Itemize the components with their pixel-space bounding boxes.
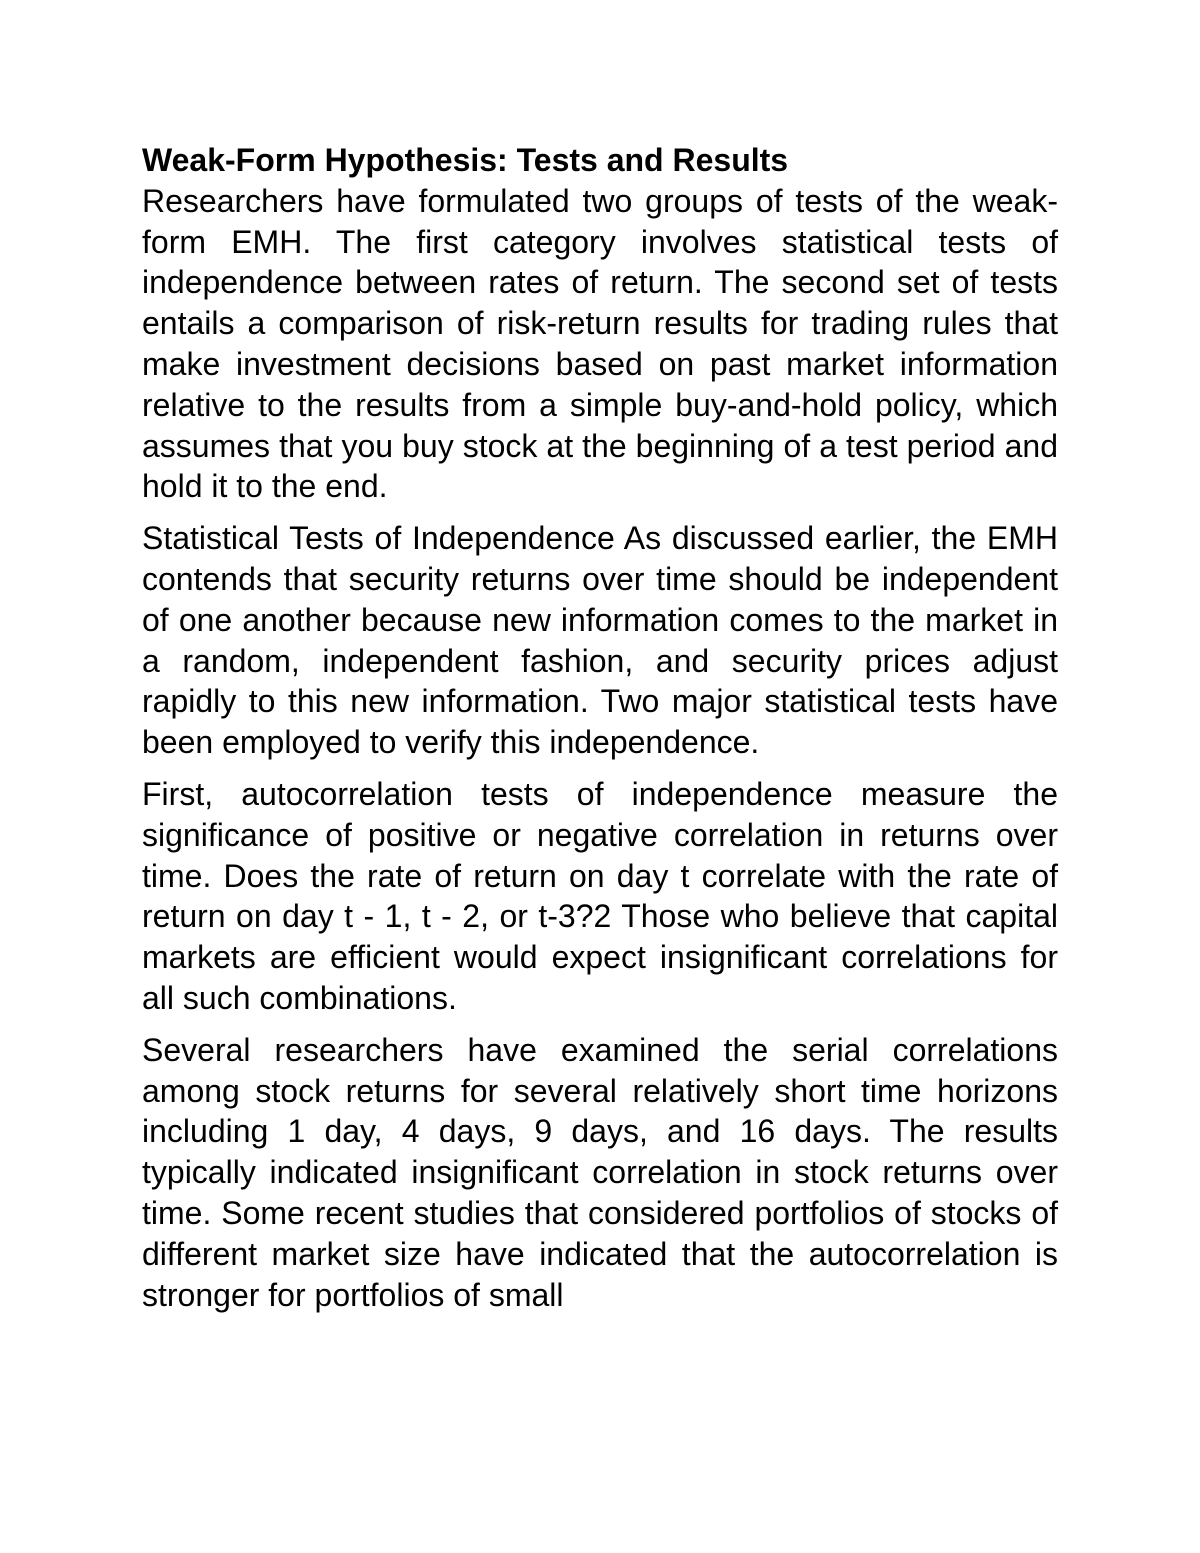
paragraph-statistical-tests: Statistical Tests of Independence As discussed earlier, the EMH contends that security returns over time should be independent of one another because new information comes to the market in a random, independent fashion, and security prices adjust rapidly to this new information. Two major statistical tests have been employed to verify this independence. xyxy=(142,520,1058,761)
paragraph-serial-correlations: Several researchers have examined the serial correlations among stock returns for several relatively short time horizons including 1 day, 4 days, 9 days, and 16 days. The results typically indicated insignificant correlation in stock returns over time. Some recent studies that considered portfolios of stocks of different market size have indicated that the autocorrelation is stronger for portfolios of small xyxy=(142,1031,1058,1313)
paragraph-autocorrelation: First, autocorrelation tests of independence measure the significance of positive or negative correlation in returns over time. Does the rate of return on day t correlate with the rate of return on day t - 1, t - 2, or t-3?2 Those who believe that capital markets are efficient would expect insignificant correlations for all such combinations. xyxy=(142,775,1058,1016)
paragraph-intro: Researchers have formulated two groups of tests of the weak-form EMH. The first category involves statistical tests of independence between rates of return. The second set of tests entails a comparison of risk-return results for trading rules that make investment decisions based on past market information relative to the results from a simple buy-and-hold policy, which assumes that you buy stock at the beginning of a test period and hold it to the end. xyxy=(142,182,1058,505)
document-body xyxy=(142,140,1058,1326)
section-heading: Weak-Form Hypothesis: Tests and Results xyxy=(142,142,789,178)
